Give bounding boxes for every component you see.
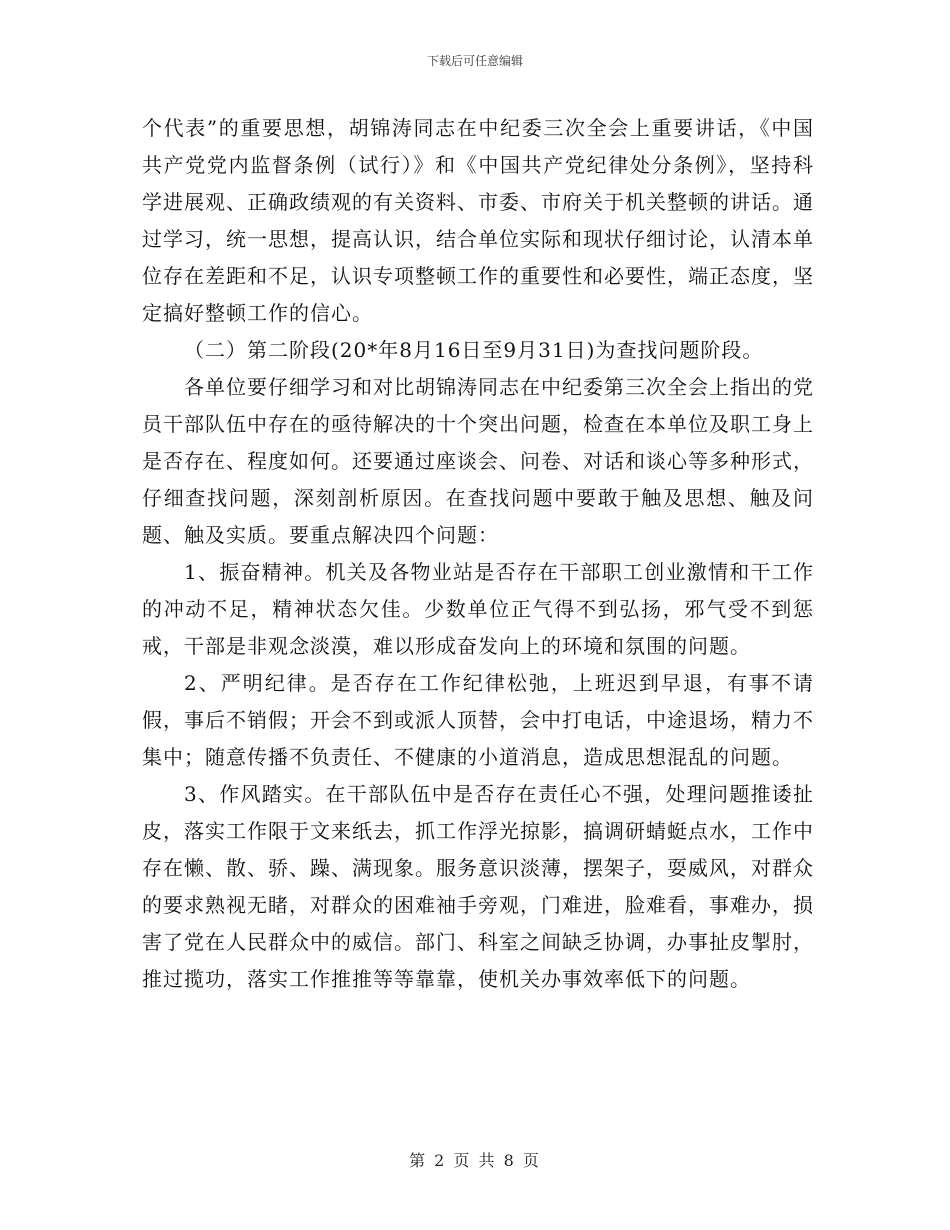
paragraph-intro-continuation: 个代表”的重要思想，胡锦涛同志在中纪委三次全会上重要讲话，《中国共产党党内监督条例（试行）》和《中国共产党纪律处分条例》，坚持科学进展观、正确政绩观的有关资料、市委、市府关于机关整顿的讲话。通过学习，统一思想，提高认识，结合单位实际和现状仔细讨论，认清本单位存在差距和不足，认识专项整顿工作的重要性和必要性，端正态度，坚定搞好整顿工作的信心。: [142, 116, 814, 325]
paragraph-stage-two-body: 各单位要仔细学习和对比胡锦涛同志在中纪委第三次全会上指出的党员干部队伍中存在的亟待解决的十个突出问题，检查在本单位及职工身上是否存在、程度如何。还要通过座谈会、问卷、对话和谈心等多种形式，仔细查找问题，深刻剖析原因。在查找问题中要敢于触及思想、触及问题、触及实质。要重点解决四个问题：: [142, 375, 814, 547]
page-number-footer: 第 2 页 共 8 页: [409, 1151, 541, 1170]
paragraph-stage-two-heading: （二）第二阶段(20*年8月16日至9月31日)为查找问题阶段。: [184, 338, 764, 362]
page-header: 下载后可任意编辑: [426, 54, 523, 68]
document-body: [142, 110, 814, 998]
paragraph-item-3: 3、作风踏实。在干部队伍中是否存在责任心不强，处理问题推诿扯皮，落实工作限于文来纸去，抓工作浮光掠影，搞调研蜻蜓点水，工作中存在懒、散、骄、躁、满现象。服务意识淡薄，摆架子，耍威风，对群众的要求熟视无睹，对群众的困难袖手旁观，门难进，脸难看，事难办，损害了党在人民群众中的威信。部门、科室之间缺乏协调，办事扯皮掣肘，推过揽功，落实工作推推等等靠靠，使机关办事效率低下的问题。: [142, 782, 814, 991]
paragraph-item-1: 1、振奋精神。机关及各物业站是否存在干部职工创业激情和干工作的冲动不足，精神状态欠佳。少数单位正气得不到弘扬，邪气受不到惩戒，干部是非观念淡漠，难以形成奋发向上的环境和氛围的问题。: [142, 560, 814, 658]
paragraph-item-2: 2、严明纪律。是否存在工作纪律松弛，上班迟到早退，有事不请假，事后不销假；开会不到或派人顶替，会中打电话，中途退场，精力不集中；随意传播不负责任、不健康的小道消息，造成思想混乱的问题。: [142, 671, 814, 769]
